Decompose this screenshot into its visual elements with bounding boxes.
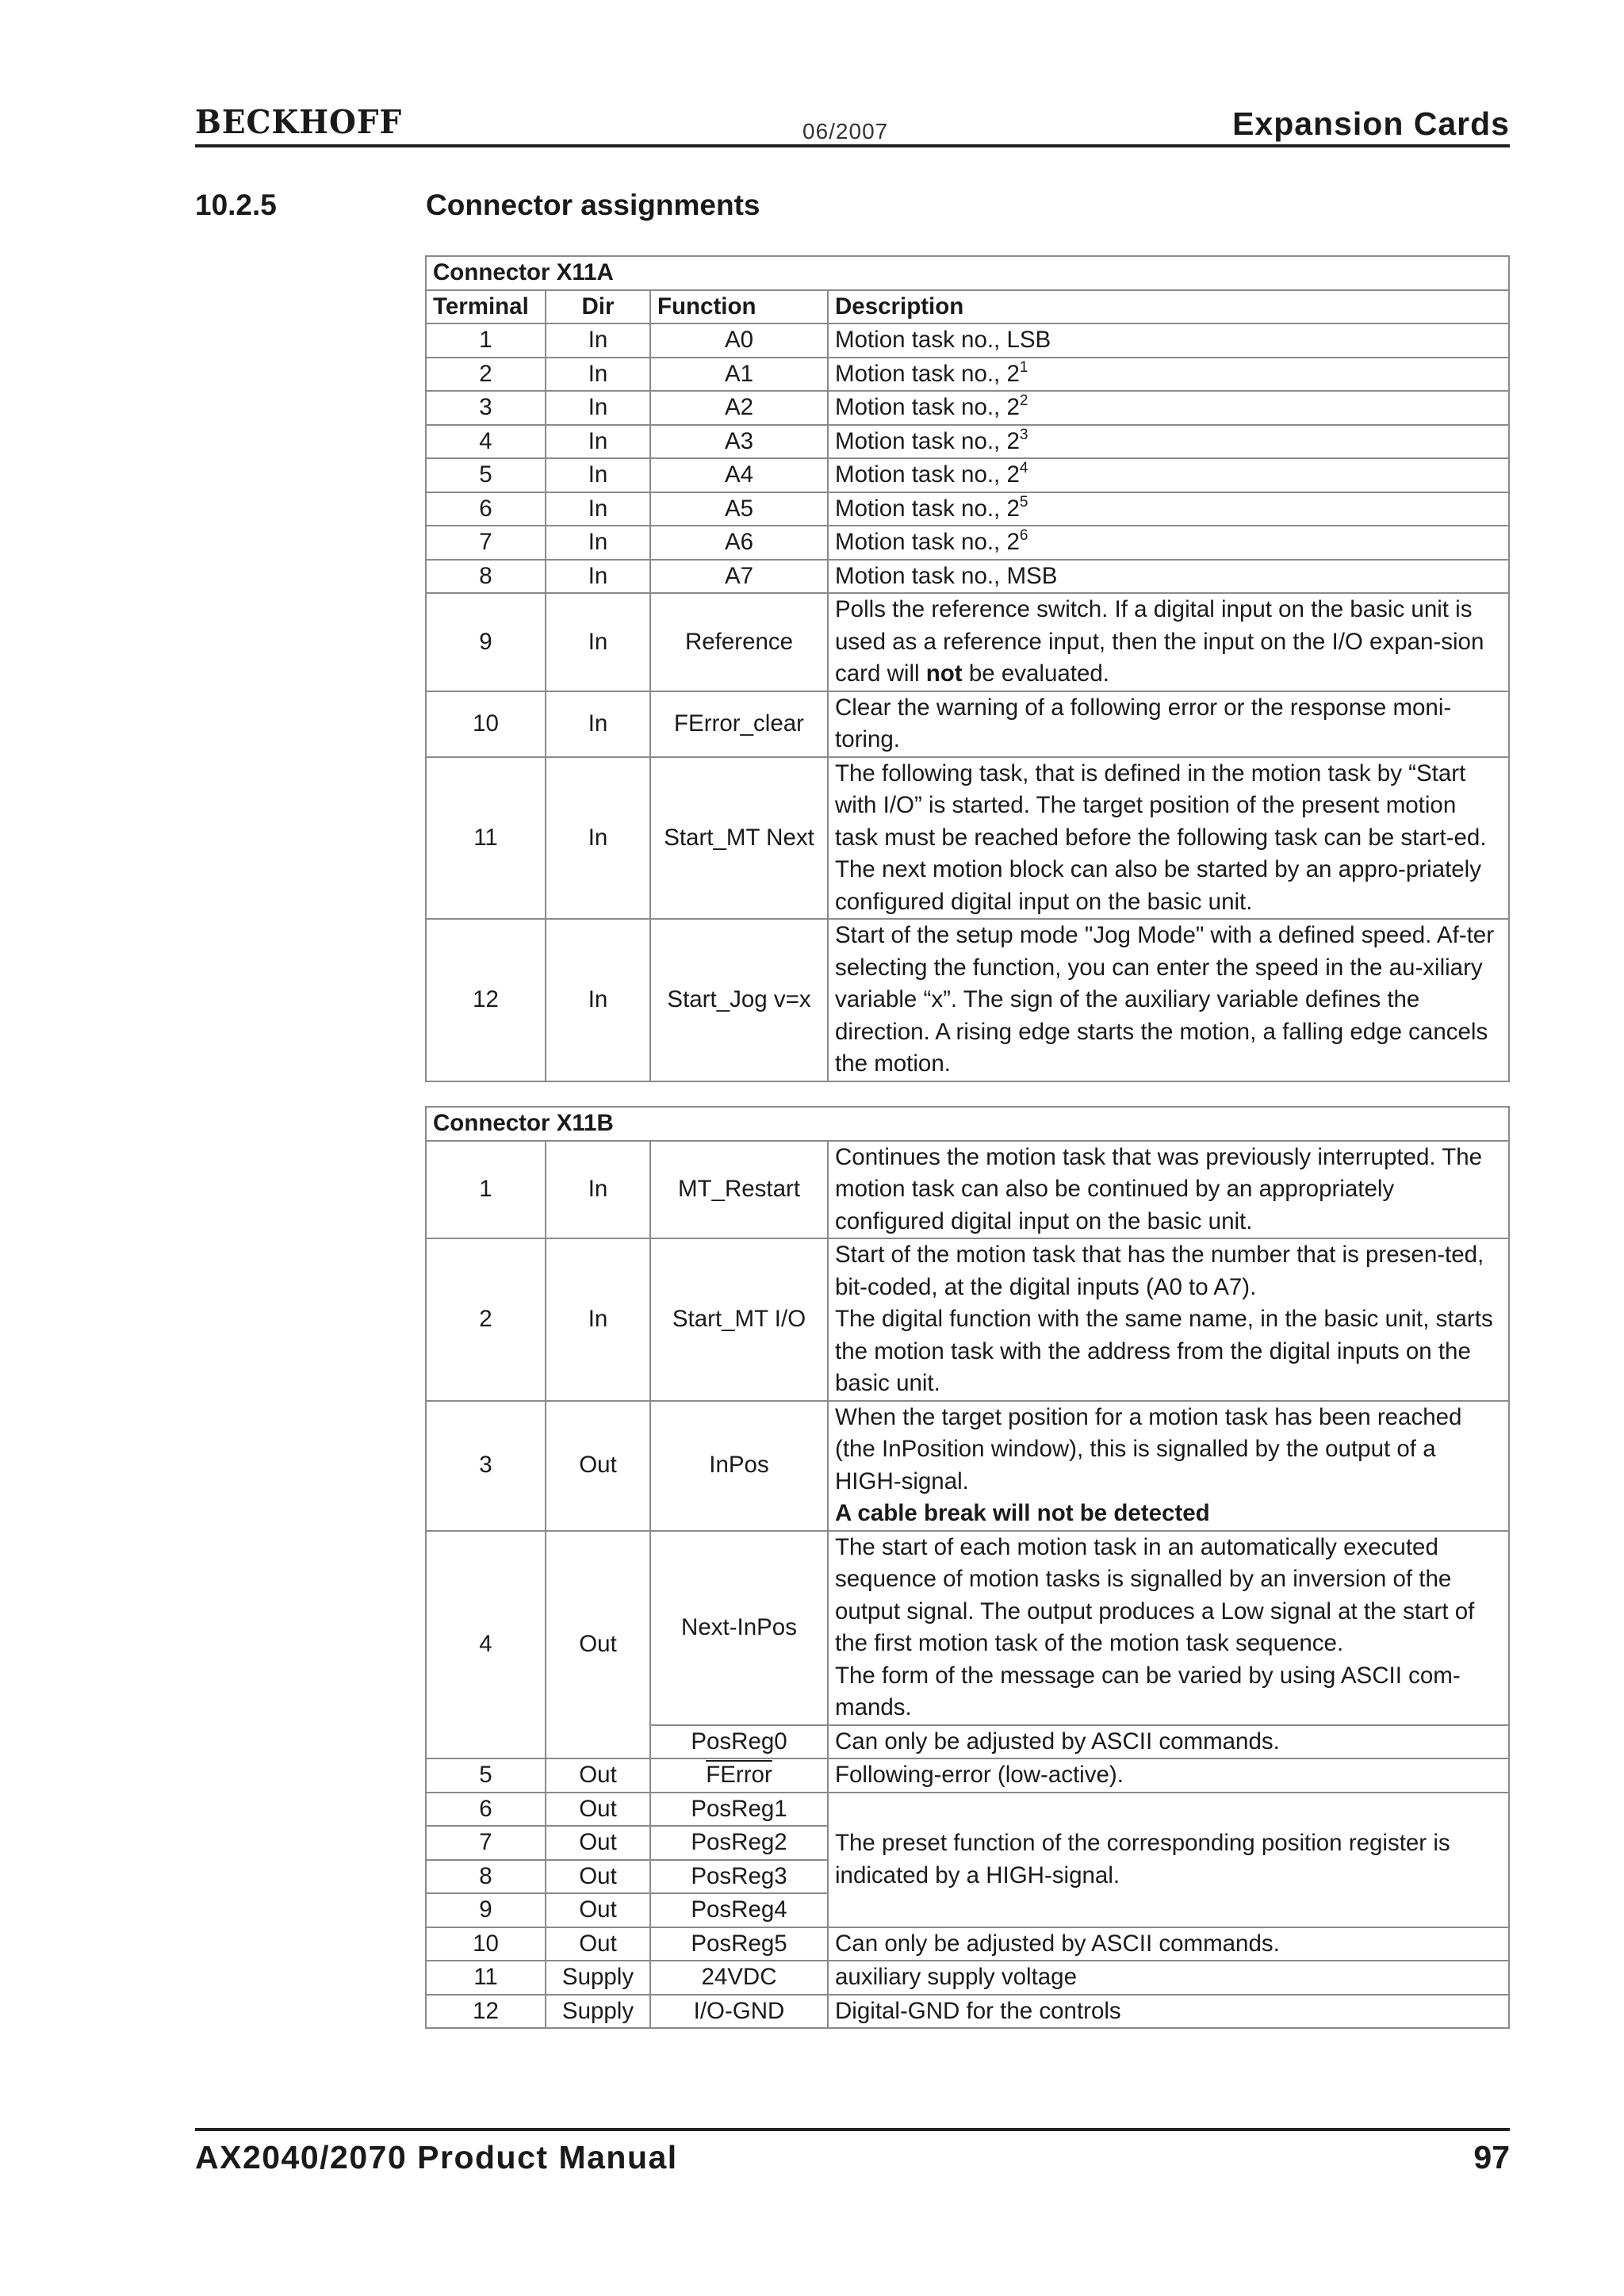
function-cell: InPos bbox=[650, 1401, 828, 1531]
table-row bbox=[426, 1531, 1509, 1725]
table-row bbox=[426, 425, 1509, 459]
description-cell: auxiliary supply voltage bbox=[828, 1961, 1509, 1995]
dir-cell: In bbox=[546, 1141, 650, 1239]
terminal-cell: 11 bbox=[426, 757, 546, 920]
dir-cell: Supply bbox=[546, 1961, 650, 1995]
dir-cell: Out bbox=[546, 1893, 650, 1927]
description-cell: Motion task no., MSB bbox=[828, 560, 1509, 594]
function-cell: Reference bbox=[650, 593, 828, 691]
description-cell: Digital-GND for the controls bbox=[828, 1995, 1509, 2029]
function-cell: Start_Jog v=x bbox=[650, 919, 828, 1081]
dir-cell: In bbox=[546, 691, 650, 757]
table-row bbox=[426, 1961, 1509, 1995]
function-cell: A3 bbox=[650, 425, 828, 459]
table-row bbox=[426, 1401, 1509, 1531]
terminal-cell: 5 bbox=[426, 1758, 546, 1793]
terminal-cell: 6 bbox=[426, 1793, 546, 1827]
terminal-cell: 7 bbox=[426, 1826, 546, 1860]
description-cell: Motion task no., $2^1$ bbox=[828, 358, 1509, 392]
function-cell: PosReg2 bbox=[650, 1826, 828, 1860]
dir-cell: In bbox=[546, 526, 650, 560]
description-cell: Motion task no., $2^3$ bbox=[828, 425, 1509, 459]
table-row bbox=[426, 1995, 1509, 2029]
terminal-cell: 2 bbox=[426, 358, 546, 392]
table-row bbox=[426, 1927, 1509, 1961]
function-cell: Start_MT Next bbox=[650, 757, 828, 920]
dir-cell: In bbox=[546, 919, 650, 1081]
terminal-cell: 2 bbox=[426, 1238, 546, 1401]
table-row bbox=[426, 560, 1509, 594]
dir-cell: Out bbox=[546, 1826, 650, 1860]
dir-cell: In bbox=[546, 1238, 650, 1401]
dir-cell: Out bbox=[546, 1401, 650, 1531]
terminal-cell: 7 bbox=[426, 526, 546, 560]
chapter-title: Expansion Cards bbox=[1232, 105, 1510, 142]
description-cell: Clear the warning of a following error or the response moni-toring. bbox=[828, 691, 1509, 757]
dir-cell: In bbox=[546, 757, 650, 920]
description-cell: Motion task no., $2^4$ bbox=[828, 458, 1509, 492]
terminal-cell: 9 bbox=[426, 1893, 546, 1927]
column-header-terminal: Terminal bbox=[426, 290, 546, 324]
function-cell: A7 bbox=[650, 560, 828, 594]
dir-cell: Out bbox=[546, 1793, 650, 1827]
description-cell: When the target position for a motion task has been reached (the InPosition window), this is signalled by the output of a HIGH-signal. A cable break will not be detected bbox=[828, 1401, 1509, 1531]
terminal-cell: 8 bbox=[426, 1860, 546, 1894]
function-cell: FError bbox=[650, 1758, 828, 1793]
table-row bbox=[426, 323, 1509, 358]
function-cell: A4 bbox=[650, 458, 828, 492]
dir-cell: Out bbox=[546, 1758, 650, 1793]
description-cell: Following-error (low-active). bbox=[828, 1758, 1509, 1793]
page-number: 97 bbox=[1473, 2139, 1510, 2175]
function-cell: PosReg1 bbox=[650, 1793, 828, 1827]
description-cell: Can only be adjusted by ASCII commands. bbox=[828, 1927, 1509, 1961]
dir-cell: In bbox=[546, 391, 650, 425]
terminal-cell: 10 bbox=[426, 1927, 546, 1961]
function-cell: A0 bbox=[650, 323, 828, 358]
function-cell: A2 bbox=[650, 391, 828, 425]
terminal-cell: 4 bbox=[426, 1531, 546, 1759]
terminal-cell: 6 bbox=[426, 492, 546, 526]
terminal-cell: 10 bbox=[426, 691, 546, 757]
function-cell: MT_Restart bbox=[650, 1141, 828, 1239]
dir-cell: Out bbox=[546, 1860, 650, 1894]
description-cell: Polls the reference switch. If a digital input on the basic unit is used as a reference input, then the input on the I/O expan-sion card will not be evaluated. bbox=[828, 593, 1509, 691]
function-cell: A5 bbox=[650, 492, 828, 526]
function-cell: Start_MT I/O bbox=[650, 1238, 828, 1401]
manual-title: AX2040/2070 Product Manual bbox=[195, 2139, 678, 2175]
description-cell: Motion task no., $2^5$ bbox=[828, 492, 1509, 526]
cable-break-note: A cable break will not be detected bbox=[835, 1500, 1210, 1526]
terminal-cell: 1 bbox=[426, 323, 546, 358]
table-row bbox=[426, 1238, 1509, 1401]
description-cell: Continues the motion task that was previously interrupted. The motion task can also be continued by an appropriately configured digital input on the basic unit. bbox=[828, 1141, 1509, 1239]
terminal-cell: 1 bbox=[426, 1141, 546, 1239]
description-cell: Can only be adjusted by ASCII commands. bbox=[828, 1725, 1509, 1759]
table-row bbox=[426, 1793, 1509, 1827]
table-row bbox=[426, 458, 1509, 492]
dir-cell: In bbox=[546, 458, 650, 492]
column-header-description: Description bbox=[828, 290, 1509, 324]
terminal-cell: 8 bbox=[426, 560, 546, 594]
description-cell: Motion task no., $2^6$ bbox=[828, 526, 1509, 560]
connector-x11a-table bbox=[425, 255, 1510, 1082]
function-cell: A6 bbox=[650, 526, 828, 560]
description-cell: The following task, that is defined in the motion task by “Start with I/O” is started. The target position of the present motion task must be reached before the following task can be start-ed. The next motion block can also be started by an appro-priately configured digital input on the basic unit. bbox=[828, 757, 1509, 920]
table-row bbox=[426, 492, 1509, 526]
dir-cell: In bbox=[546, 358, 650, 392]
table-row bbox=[426, 593, 1509, 691]
terminal-cell: 3 bbox=[426, 391, 546, 425]
page-footer bbox=[195, 2128, 1510, 2175]
beckhoff-logo: BECKHOFF bbox=[195, 103, 403, 141]
dir-cell: Out bbox=[546, 1531, 650, 1759]
column-header-function: Function bbox=[650, 290, 828, 324]
description-cell: Start of the setup mode "Jog Mode" with a defined speed. Af-ter selecting the function, you can enter the speed in the au-xiliary variable “x”. The sign of the auxiliary variable defines the direction. A rising edge starts the motion, a falling edge cancels the motion. bbox=[828, 919, 1509, 1081]
dir-cell: In bbox=[546, 323, 650, 358]
function-cell: PosReg5 bbox=[650, 1927, 828, 1961]
table-row bbox=[426, 919, 1509, 1081]
column-header-dir: Dir bbox=[546, 290, 650, 324]
connector-x11b-table bbox=[425, 1106, 1510, 2029]
dir-cell: In bbox=[546, 425, 650, 459]
terminal-cell: 5 bbox=[426, 458, 546, 492]
table-row bbox=[426, 526, 1509, 560]
section-number: 10.2.5 bbox=[195, 189, 277, 221]
terminal-cell: 3 bbox=[426, 1401, 546, 1531]
function-cell: PosReg4 bbox=[650, 1893, 828, 1927]
dir-cell: In bbox=[546, 560, 650, 594]
header-date: 06/2007 bbox=[802, 119, 889, 144]
table-row bbox=[426, 391, 1509, 425]
function-cell: PosReg0 bbox=[650, 1725, 828, 1759]
function-cell: A1 bbox=[650, 358, 828, 392]
table-caption: Connector X11A bbox=[426, 256, 1509, 290]
table-caption: Connector X11B bbox=[426, 1107, 1509, 1141]
function-cell: 24VDC bbox=[650, 1961, 828, 1995]
dir-cell: Out bbox=[546, 1927, 650, 1961]
section-title: Connector assignments bbox=[426, 189, 760, 221]
terminal-cell: 12 bbox=[426, 919, 546, 1081]
page-header bbox=[195, 105, 1510, 147]
table-row bbox=[426, 1758, 1509, 1793]
description-cell: The preset function of the corresponding position register is indicated by a HIGH-signal. bbox=[828, 1793, 1509, 1927]
table-row bbox=[426, 757, 1509, 920]
function-cell: FError_clear bbox=[650, 691, 828, 757]
terminal-cell: 9 bbox=[426, 593, 546, 691]
function-cell: Next-InPos bbox=[650, 1531, 828, 1725]
terminal-cell: 4 bbox=[426, 425, 546, 459]
terminal-cell: 11 bbox=[426, 1961, 546, 1995]
description-cell: The start of each motion task in an automatically executed sequence of motion tasks is signalled by an inversion of the output signal. The output produces a Low signal at the start of the first motion task of the motion task sequence. The form of the message can be varied by using ASCII com-mands. bbox=[828, 1531, 1509, 1725]
function-cell: PosReg3 bbox=[650, 1860, 828, 1894]
function-cell: I/O-GND bbox=[650, 1995, 828, 2029]
description-cell: Motion task no., LSB bbox=[828, 323, 1509, 358]
table-row bbox=[426, 691, 1509, 757]
terminal-cell: 12 bbox=[426, 1995, 546, 2029]
table-row bbox=[426, 358, 1509, 392]
dir-cell: Supply bbox=[546, 1995, 650, 2029]
description-cell: Motion task no., $2^2$ bbox=[828, 391, 1509, 425]
dir-cell: In bbox=[546, 492, 650, 526]
table-row bbox=[426, 1141, 1509, 1239]
dir-cell: In bbox=[546, 593, 650, 691]
description-cell: Start of the motion task that has the number that is presen-ted, bit-coded, at the digital inputs (A0 to A7). The digital function with the same name, in the basic unit, starts the motion task with the address from the digital inputs on the basic unit. bbox=[828, 1238, 1509, 1401]
